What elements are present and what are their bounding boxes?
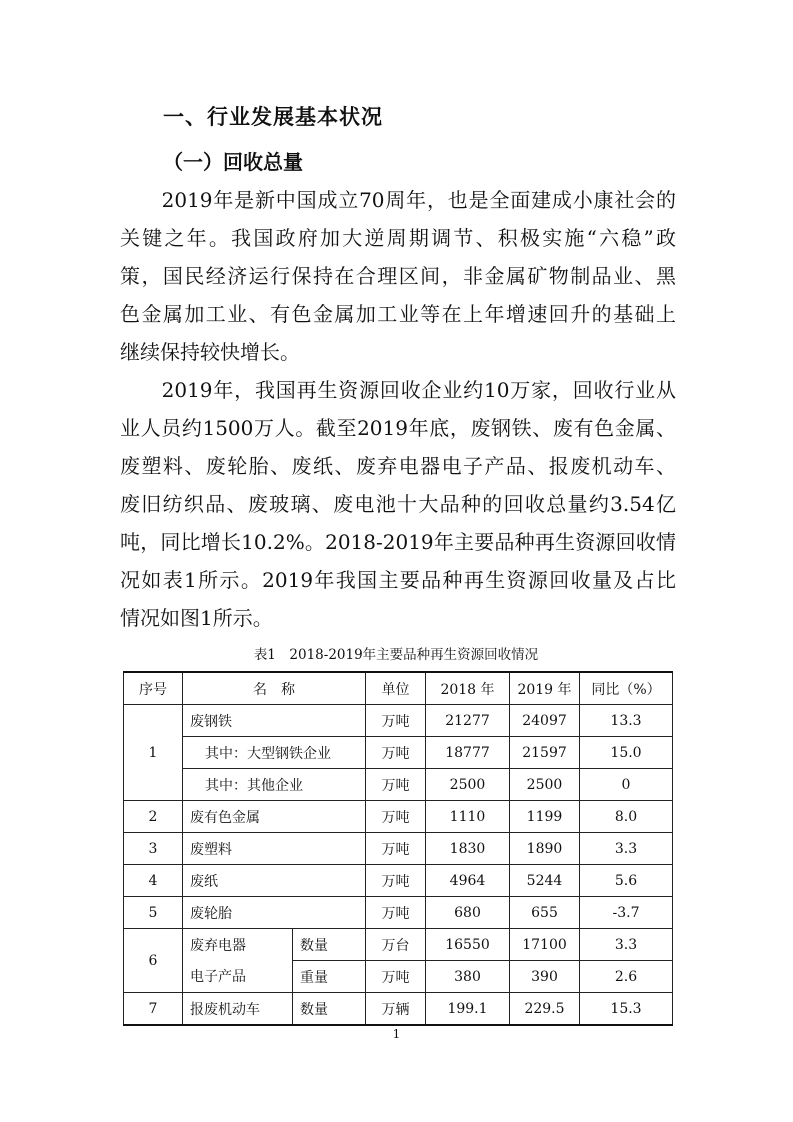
cell-2019: 1890 xyxy=(510,833,580,865)
header-yoy: 同比（%） xyxy=(580,672,673,705)
cell-2019: 5244 xyxy=(510,865,580,897)
cell-unit: 万台 xyxy=(366,929,426,961)
cell-yoy: -3.7 xyxy=(580,897,673,929)
cell-seq: 6 xyxy=(124,929,183,993)
table-row xyxy=(124,737,673,769)
table-header-row xyxy=(124,672,673,705)
cell-yoy: 2.6 xyxy=(580,961,673,993)
cell-name: 废塑料 xyxy=(183,833,366,865)
cell-2018: 16550 xyxy=(426,929,510,961)
cell-seq: 4 xyxy=(124,865,183,897)
table-row xyxy=(124,897,673,929)
cell-unit: 万吨 xyxy=(366,705,426,737)
paragraph-1 xyxy=(120,181,676,371)
header-unit: 单位 xyxy=(366,672,426,705)
paragraph-line: 废旧纺织品、废玻璃、废电池十大品种的回收总量约3.54亿 xyxy=(120,492,676,516)
cell-2018: 380 xyxy=(426,961,510,993)
paragraph-line: 吨，同比增长10.2%。2018-2019年主要品种再生资源回收情 xyxy=(120,530,676,554)
cell-name: 废轮胎 xyxy=(183,897,366,929)
cell-unit: 万吨 xyxy=(366,961,426,993)
cell-2018: 1110 xyxy=(426,801,510,833)
cell-2018: 2500 xyxy=(426,769,510,801)
cell-seq: 5 xyxy=(124,897,183,929)
cell-yoy: 13.3 xyxy=(580,705,673,737)
table-row xyxy=(124,801,673,833)
cell-unit: 万吨 xyxy=(366,865,426,897)
table-row xyxy=(124,769,673,801)
recycling-table xyxy=(123,671,673,1026)
cell-2018: 21277 xyxy=(426,705,510,737)
subsection-heading: （一）回收总量 xyxy=(163,150,303,174)
cell-2019: 229.5 xyxy=(510,993,580,1026)
cell-yoy: 5.6 xyxy=(580,865,673,897)
paragraph-line: 继续保持较快增长。 xyxy=(120,340,300,364)
cell-unit: 万吨 xyxy=(366,897,426,929)
paragraph-2 xyxy=(120,371,676,637)
cell-yoy: 15.3 xyxy=(580,993,673,1026)
header-name: 名 称 xyxy=(183,672,366,705)
cell-name: 报废机动车 xyxy=(183,993,293,1026)
cell-2019: 2500 xyxy=(510,769,580,801)
cell-unit: 万辆 xyxy=(366,993,426,1026)
table-row xyxy=(124,929,673,961)
cell-yoy: 0 xyxy=(580,769,673,801)
cell-name: 废有色金属 xyxy=(183,801,366,833)
cell-yoy: 15.0 xyxy=(580,737,673,769)
cell-2019: 21597 xyxy=(510,737,580,769)
cell-yoy: 8.0 xyxy=(580,801,673,833)
paragraph-line: 色金属加工业、有色金属加工业等在上年增速回升的基础上 xyxy=(120,302,676,326)
header-2019: 2019 年 xyxy=(510,672,580,705)
cell-2018: 18777 xyxy=(426,737,510,769)
paragraph-line: 业人员约1500万人。截至2019年底，废钢铁、废有色金属、 xyxy=(120,416,676,440)
cell-name: 其中：其他企业 xyxy=(183,769,366,801)
cell-name: 废钢铁 xyxy=(183,705,366,737)
cell-unit: 万吨 xyxy=(366,833,426,865)
cell-2019: 24097 xyxy=(510,705,580,737)
table-row xyxy=(124,993,673,1026)
header-seq: 序号 xyxy=(124,672,183,705)
paragraph-line: 策，国民经济运行保持在合理区间，非金属矿物制品业、黑 xyxy=(120,264,676,288)
cell-2018: 1830 xyxy=(426,833,510,865)
cell-sub: 数量 xyxy=(293,993,366,1026)
cell-seq: 2 xyxy=(124,801,183,833)
cell-name: 电子产品 xyxy=(183,961,293,993)
cell-name: 废弃电器 xyxy=(183,929,293,961)
table-caption: 表1 2018-2019年主要品种再生资源回收情况 xyxy=(253,647,539,663)
cell-name: 其中：大型钢铁企业 xyxy=(183,737,366,769)
cell-2019: 655 xyxy=(510,897,580,929)
page-number: 1 xyxy=(392,1027,401,1041)
cell-sub: 数量 xyxy=(293,929,366,961)
cell-seq: 1 xyxy=(124,705,183,801)
cell-unit: 万吨 xyxy=(366,801,426,833)
cell-2019: 1199 xyxy=(510,801,580,833)
cell-seq: 3 xyxy=(124,833,183,865)
paragraph-line: 废塑料、废轮胎、废纸、废弃电器电子产品、报废机动车、 xyxy=(120,454,676,478)
cell-yoy: 3.3 xyxy=(580,929,673,961)
paragraph-line: 2019年，我国再生资源回收企业约10万家，回收行业从 xyxy=(120,378,676,402)
table-row xyxy=(124,865,673,897)
cell-2018: 680 xyxy=(426,897,510,929)
table-row xyxy=(124,705,673,737)
cell-unit: 万吨 xyxy=(366,769,426,801)
paragraph-line: 关键之年。我国政府加大逆周期调节、积极实施“六稳”政 xyxy=(120,226,676,250)
table-row xyxy=(124,833,673,865)
cell-2019: 390 xyxy=(510,961,580,993)
paragraph-line: 2019年是新中国成立70周年，也是全面建成小康社会的 xyxy=(120,188,676,212)
cell-2019: 17100 xyxy=(510,929,580,961)
cell-2018: 4964 xyxy=(426,865,510,897)
table-row xyxy=(124,961,673,993)
cell-name: 废纸 xyxy=(183,865,366,897)
header-2018: 2018 年 xyxy=(426,672,510,705)
paragraph-line: 情况如图1所示。 xyxy=(120,606,273,630)
cell-sub: 重量 xyxy=(293,961,366,993)
cell-yoy: 3.3 xyxy=(580,833,673,865)
paragraph-line: 况如表1所示。2019年我国主要品种再生资源回收量及占比 xyxy=(120,568,676,592)
cell-unit: 万吨 xyxy=(366,737,426,769)
section-heading: 一、行业发展基本状况 xyxy=(163,105,383,129)
cell-seq: 7 xyxy=(124,993,183,1026)
cell-2018: 199.1 xyxy=(426,993,510,1026)
